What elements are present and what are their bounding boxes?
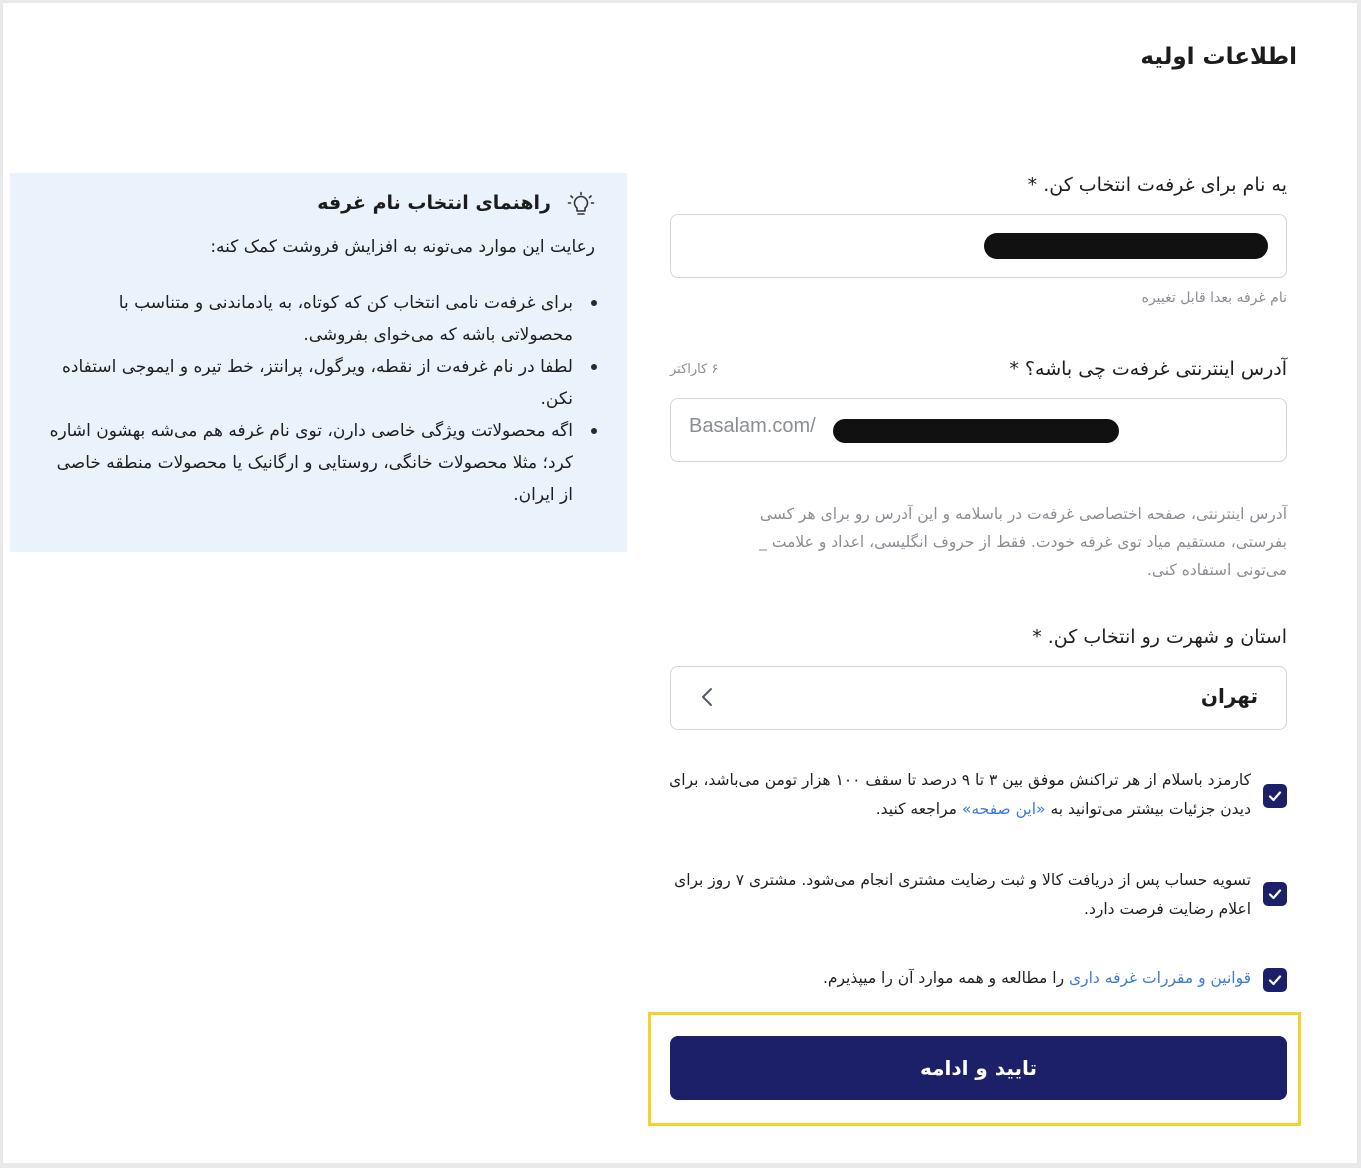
rules-text-end: را مطالعه و همه موارد آن را میپذیرم. xyxy=(822,969,1069,987)
commission-text xyxy=(667,766,1251,824)
required-mark: * xyxy=(1032,626,1042,648)
commission-text-part: کارمزد باسلام از هر تراکنش موفق بین ۳ تا ۹ درصد تا سقف ۱۰۰ هزار تومن می‌باشد، برای دیدن جزئیات بیشتر می‌توانید به xyxy=(669,771,1251,818)
settlement-checkbox[interactable] xyxy=(1263,882,1287,906)
settlement-text: تسویه حساب پس از دریافت کالا و ثبت رضایت مشتری انجام می‌شود. مشتری ۷ روز برای اعلام رضایت فرصت دارد. xyxy=(674,871,1251,918)
confirm-continue-button[interactable]: تایید و ادامه xyxy=(670,1036,1287,1100)
rules-checkbox[interactable] xyxy=(1263,968,1287,992)
booth-name-hint: نام غرفه بعدا قابل تغییره xyxy=(1141,290,1287,306)
required-mark: * xyxy=(1027,174,1038,196)
booth-name-label xyxy=(1028,174,1287,196)
guide-item: لطفا در نام غرفه‌ت از نقطه، ویرگول، پرانتز، خط تیره و ایموجی استفاده نکن. xyxy=(43,351,573,415)
check-row-commission xyxy=(667,766,1287,828)
guide-subtitle: رعایت این موارد می‌تونه به افزایش فروشت کمک کنه: xyxy=(210,237,595,257)
booth-name-guide xyxy=(10,173,627,552)
booth-url-label xyxy=(1009,358,1287,380)
location-select[interactable] xyxy=(670,666,1287,730)
url-prefix: Basalam.com/ xyxy=(689,415,816,437)
booth-url-label-text: آدرس اینترنتی غرفه‌ت چی باشه؟ xyxy=(1024,358,1287,380)
booth-url-input[interactable] xyxy=(670,398,1287,462)
checkmark-icon xyxy=(1267,972,1283,988)
redacted-value xyxy=(984,233,1268,259)
booth-name-label-text: یه نام برای غرفه‌ت انتخاب کن. xyxy=(1043,174,1287,196)
redacted-value xyxy=(833,419,1119,443)
guide-item: اگه محصولاتت ویژگی خاصی دارن، توی نام غرفه هم می‌شه بهشون اشاره کرد؛ مثلا محصولات خانگی، روستایی و ارگانیک یا محصولات منطقه خاصی از ایران. xyxy=(43,415,573,511)
checkmark-icon xyxy=(1267,886,1283,902)
location-label xyxy=(1032,626,1287,648)
check-row-settlement xyxy=(667,866,1287,928)
checkmark-icon xyxy=(1267,788,1283,804)
guide-item: برای غرفه‌ت نامی انتخاب کن که کوتاه، به یادماندنی و متناسب با محصولاتی باشه که می‌خوای بفروشی. xyxy=(43,287,573,351)
commission-text-end: مراجعه کنید. xyxy=(875,800,962,818)
booth-url-description: آدرس اینترنتی، صفحه اختصاصی غرفه‌ت در باسلامه و این آدرس رو برای هر کسی بفرستی، مستقیم میاد توی غرفه خودت. فقط از حروف انگلیسی، اعداد و علامت _ می‌تونی استفاده کنی. xyxy=(759,505,1287,579)
rules-text xyxy=(667,964,1251,993)
commission-page-link[interactable]: «این صفحه» xyxy=(961,800,1046,818)
page-title: اطلاعات اولیه xyxy=(1140,44,1297,70)
location-value: تهران xyxy=(1200,684,1258,708)
char-count: ۶ کاراکتر xyxy=(670,362,719,377)
chevron-left-icon xyxy=(695,684,721,710)
guide-title: راهنمای انتخاب نام غرفه xyxy=(317,192,551,214)
check-row-rules xyxy=(667,964,1287,996)
lightbulb-icon xyxy=(567,191,595,219)
location-label-text: استان و شهرت رو انتخاب کن. xyxy=(1047,626,1287,648)
commission-checkbox[interactable] xyxy=(1263,784,1287,808)
rules-link[interactable]: قوانین و مقررات غرفه داری xyxy=(1069,969,1251,987)
guide-list xyxy=(43,287,573,511)
booth-name-input[interactable] xyxy=(670,214,1287,278)
required-mark: * xyxy=(1009,358,1019,380)
